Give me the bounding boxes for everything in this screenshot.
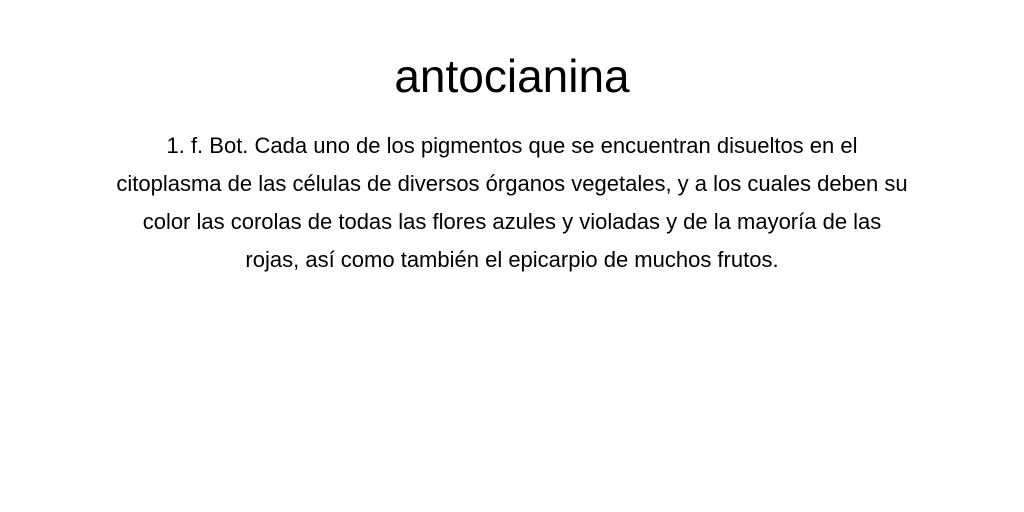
- definition-line: color las corolas de todas las flores azules y violadas y de la mayoría de las: [142, 209, 882, 234]
- definition-line: citoplasma de las células de diversos órganos vegetales, y a los cuales deben su: [116, 171, 908, 196]
- definition-line: rojas, así como también el epicarpio de muchos frutos.: [245, 247, 779, 272]
- entry-term: antocianina: [394, 50, 630, 102]
- entry-definition: [40, 127, 984, 279]
- definition-line: 1. f. Bot. Cada uno de los pigmentos que se encuentran disueltos en el: [166, 133, 858, 158]
